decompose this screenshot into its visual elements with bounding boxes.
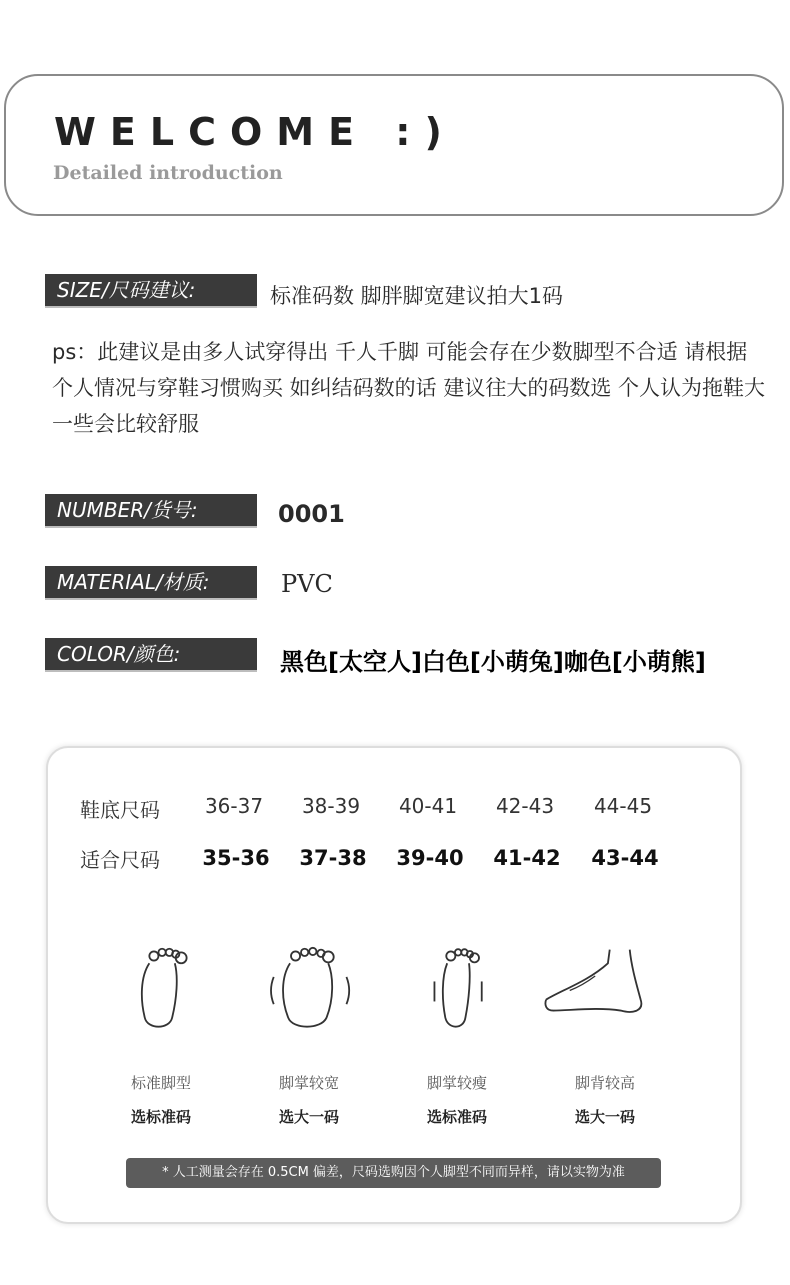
size-chart-card xyxy=(46,746,742,1224)
size-value: 标准码数 脚胖脚宽建议拍大1码 xyxy=(270,284,564,308)
measurement-note: * 人工测量会存在 0.5CM 偏差，尺码选购因个人脚型不同而异样，请以实物为准 xyxy=(126,1158,661,1188)
number-label: NUMBER/货号: xyxy=(45,494,257,528)
sole-size-cell: 44-45 xyxy=(593,794,653,818)
sole-size-cell: 42-43 xyxy=(495,794,555,818)
color-value: 黑色[太空人]白色[小萌兔]咖色[小萌熊] xyxy=(280,648,706,676)
fit-size-cell: 39-40 xyxy=(396,846,464,870)
foot-type-caption: 脚掌较宽 xyxy=(278,1074,339,1092)
fit-size-cell: 43-44 xyxy=(591,846,659,870)
sole-size-cell: 36-37 xyxy=(204,794,264,818)
thin-foot-icon xyxy=(404,936,514,1036)
foot-type-caption: 脚掌较瘦 xyxy=(426,1074,487,1092)
foot-type-advice: 选大一码 xyxy=(278,1108,339,1126)
material-label: MATERIAL/材质: xyxy=(45,566,257,600)
material-value: PVC xyxy=(281,570,333,598)
color-label: COLOR/颜色: xyxy=(45,638,257,672)
high-instep-foot-icon xyxy=(542,936,652,1036)
fit-size-label: 适合尺码 xyxy=(80,848,160,872)
fit-size-cell: 37-38 xyxy=(299,846,367,870)
ps-note: ps：此建议是由多人试穿得出 千人千脚 可能会存在少数脚型不合适 请根据个人情况与穿鞋习惯购买 如纠结码数的话 建议往大的码数选 个人认为拖鞋大一些会比较舒服 xyxy=(52,340,766,436)
foot-type-advice: 选标准码 xyxy=(426,1108,487,1126)
wide-foot-icon xyxy=(256,936,366,1036)
foot-type-caption: 脚背较高 xyxy=(574,1074,635,1092)
fit-size-cell: 41-42 xyxy=(493,846,561,870)
foot-type-advice: 选标准码 xyxy=(130,1108,191,1126)
welcome-banner xyxy=(4,74,784,216)
welcome-title: WELCOME :) xyxy=(54,110,456,154)
sole-size-label: 鞋底尺码 xyxy=(80,798,160,822)
foot-type-caption: 标准脚型 xyxy=(130,1074,191,1092)
size-label: SIZE/尺码建议: xyxy=(45,274,257,308)
fit-size-cell: 35-36 xyxy=(202,846,270,870)
sole-size-cell: 40-41 xyxy=(398,794,458,818)
standard-foot-icon xyxy=(108,936,218,1036)
welcome-subtitle: Detailed introduction xyxy=(53,162,283,184)
number-value: 0001 xyxy=(278,500,345,528)
sole-size-cell: 38-39 xyxy=(301,794,361,818)
foot-type-advice: 选大一码 xyxy=(574,1108,635,1126)
